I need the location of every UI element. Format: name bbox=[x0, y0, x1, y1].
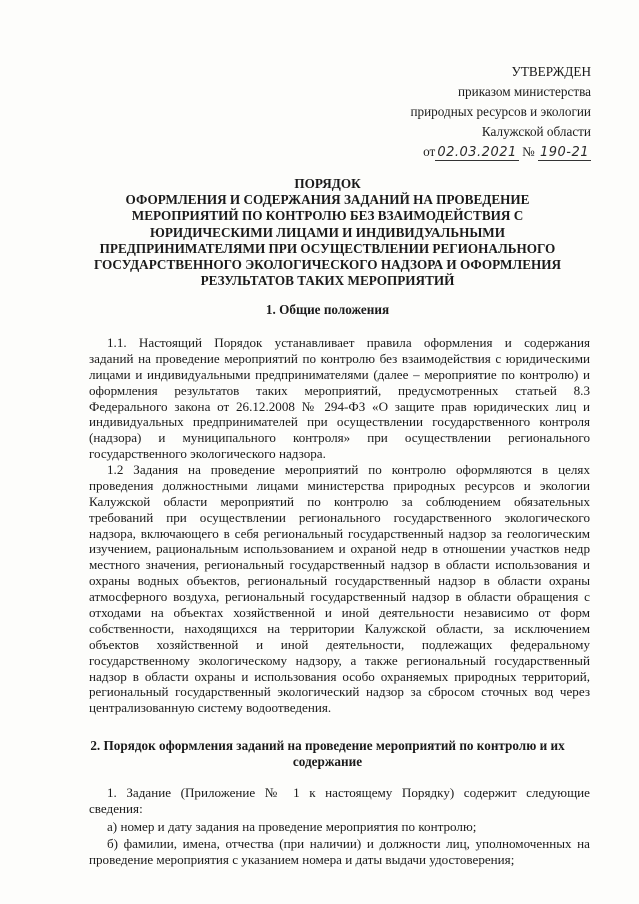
approval-line-order: приказом министерства bbox=[458, 84, 591, 99]
section-2-heading bbox=[70, 738, 585, 770]
text-line: проведения должностными лицами министерства природных ресурсов и экологии bbox=[89, 477, 590, 493]
approval-date-number bbox=[331, 142, 591, 163]
text-line: охраны водных объектов, региональный государственный надзор в области охраны bbox=[89, 573, 590, 589]
handwritten-number: 190-21 bbox=[539, 145, 589, 160]
title-line-7: РЕЗУЛЬТАТОВ ТАКИХ МЕРОПРИЯТИЙ bbox=[200, 273, 455, 289]
title-line-5: ПРЕДПРИНИМАТЕЛЯМИ ПРИ ОСУЩЕСТВЛЕНИИ РЕГИОНАЛЬНОГО bbox=[99, 240, 556, 256]
text-line: государственному экологическому надзору, а также региональный государственный bbox=[89, 652, 590, 668]
text-line: оформления результатов таких мероприятий, предусмотренных статьей 8.3 bbox=[89, 382, 590, 398]
text-line: (надзора) и муниципального контроля» при осуществлении регионального bbox=[89, 430, 590, 446]
text-line: региональный государственный экологический надзор за сбросом сточных вод через bbox=[89, 684, 590, 700]
title-line-6: ГОСУДАРСТВЕННОГО ЭКОЛОГИЧЕСКОГО НАДЗОРА И ОФОРМЛЕНИЯ bbox=[93, 257, 562, 273]
list-item-continuation: проведение мероприятия с указанием номера и даты выдачи удостоверения; bbox=[89, 851, 515, 867]
text-line: надзор в области охраны и использования особо охраняемых природных территорий, bbox=[89, 668, 590, 684]
text-line: требований при осуществлении регионального государственного экологического bbox=[89, 509, 590, 525]
text-line: местного значения, региональный государственный надзор в области использования и bbox=[89, 557, 590, 573]
text-line: 1.2 Задания на проведение мероприятий по контролю оформляются в целях bbox=[107, 462, 590, 477]
text-line: отходами на объектах хозяйственной и иной деятельности независимо от форм bbox=[89, 605, 590, 621]
text-line: атмосферного воздуха, региональный государственный надзор в области обращения с bbox=[89, 589, 590, 605]
document-title bbox=[70, 176, 585, 289]
text-line: изучением, рациональным использованием и охраной недр в отношении участков недр bbox=[89, 541, 590, 557]
text-line: объектов хозяйственной и иной деятельности, подлежащих федеральному bbox=[89, 636, 590, 652]
approval-line-ministry: природных ресурсов и экологии bbox=[410, 104, 591, 119]
list-item: б) фамилии, имена, отчества (при наличии) и должности лиц, уполномоченных на bbox=[107, 836, 590, 851]
title-line-2: ОФОРМЛЕНИЯ И СОДЕРЖАНИЯ ЗАДАНИЙ НА ПРОВЕДЕНИЕ bbox=[125, 192, 530, 208]
section-2-item-b bbox=[89, 836, 590, 868]
list-item: а) номер и дату задания на проведение мероприятия по контролю; bbox=[107, 819, 477, 834]
text-line: государственного экологического надзора. bbox=[89, 446, 326, 462]
section-2-paragraph-1 bbox=[89, 785, 590, 817]
section-1-paragraph-2 bbox=[89, 462, 590, 716]
section-1-heading: 1. Общие положения bbox=[265, 302, 390, 317]
approval-title: УТВЕРЖДЕН bbox=[511, 64, 591, 79]
section-2-heading-line-2: содержание bbox=[292, 754, 363, 769]
text-line: Калужской области мероприятий по контролю за соблюдением обязательных bbox=[89, 493, 590, 509]
approval-stamp bbox=[331, 62, 591, 163]
number-prefix: № bbox=[522, 144, 535, 159]
text-line: Федерального закона от 26.12.2008 № 294-ФЗ «О защите прав юридических лиц и bbox=[89, 398, 590, 414]
section-2-item-a bbox=[89, 819, 590, 835]
text-line: 1.1. Настоящий Порядок устанавливает правила оформления и содержания bbox=[107, 335, 590, 350]
text-line: централизованную систему водоотведения. bbox=[89, 700, 332, 716]
approval-line-region: Калужской области bbox=[481, 124, 591, 139]
text-line: сведения: bbox=[89, 800, 143, 816]
title-line-4: ЮРИДИЧЕСКИМИ ЛИЦАМИ И ИНДИВИДУАЛЬНЫМИ bbox=[149, 224, 505, 240]
text-line: индивидуальных предпринимателей при осуществлении государственного контроля bbox=[89, 414, 590, 430]
section-2-heading-line-1: 2. Порядок оформления заданий на проведение мероприятий по контролю и их bbox=[90, 738, 565, 753]
handwritten-date: 02.03.2021 bbox=[437, 145, 517, 160]
text-line: 1. Задание (Приложение № 1 к настоящему Порядку) содержит следующие bbox=[107, 785, 590, 800]
text-line: заданий на проведение мероприятий по контролю без взаимодействия с юридическими bbox=[89, 350, 590, 366]
text-line: лицами и индивидуальными предпринимателями (далее – мероприятие по контролю) и bbox=[89, 366, 590, 382]
title-line-3: МЕРОПРИЯТИЙ ПО КОНТРОЛЮ БЕЗ ВЗАИМОДЕЙСТВИЯ С bbox=[131, 208, 524, 224]
title-line-1: ПОРЯДОК bbox=[294, 176, 361, 191]
text-line: собственности, находящихся на территории Калужской области, за исключением bbox=[89, 620, 590, 636]
date-prefix: от bbox=[423, 144, 436, 159]
section-1-paragraph-1 bbox=[89, 335, 590, 462]
text-line: надзора, включающего в себя региональный государственный надзор за геологическим bbox=[89, 525, 590, 541]
